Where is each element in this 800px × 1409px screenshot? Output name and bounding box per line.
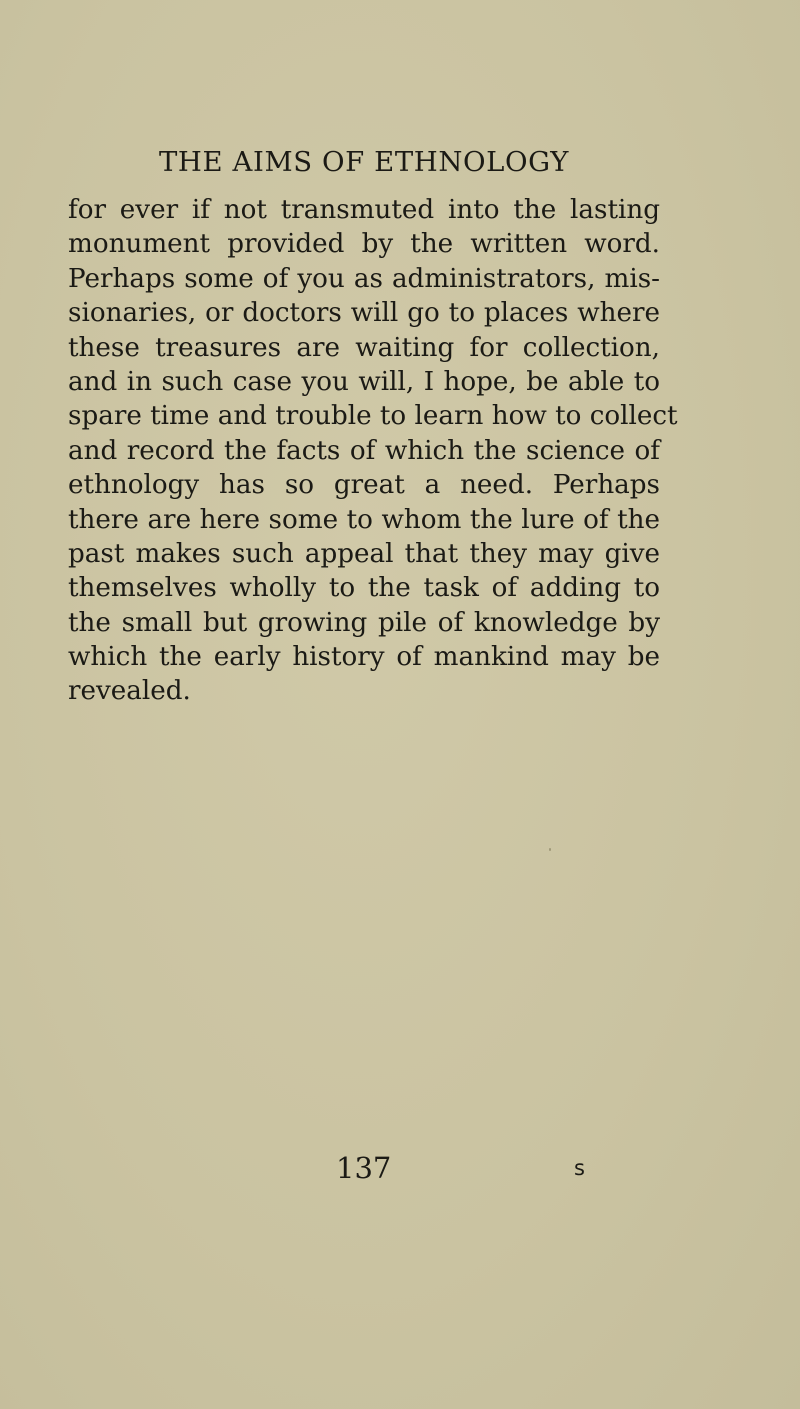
running-head: THE AIMS OF ETHNOLOGY: [158, 146, 570, 178]
signature-mark: s: [574, 1156, 585, 1180]
text-line: and record the facts of which the science of: [68, 435, 660, 466]
body-paragraph: [68, 193, 678, 709]
text-line: for ever if not transmuted into the lasting: [68, 195, 660, 225]
text-line: there are here some to whom the lure of the: [68, 504, 660, 535]
text-line-last: revealed.: [68, 676, 191, 707]
page-number: 137: [336, 1151, 392, 1185]
text-line: monument provided by the written word.: [68, 229, 660, 260]
text-line: Perhaps some of you as administrators, mis-: [68, 263, 660, 294]
text-line: sionaries, or doctors will go to places where: [68, 298, 660, 329]
paper-speck: [549, 848, 551, 851]
text-line: which the early history of mankind may be: [68, 642, 660, 673]
text-line: and in such case you will, I hope, be able to: [68, 366, 660, 397]
text-line: spare time and trouble to learn how to collect: [68, 401, 678, 432]
text-line: ethnology has so great a need. Perhaps: [68, 470, 660, 501]
text-line: these treasures are waiting for collection,: [68, 332, 660, 363]
text-line: the small but growing pile of knowledge by: [68, 607, 660, 638]
text-line: past makes such appeal that they may give: [68, 538, 660, 569]
text-line: themselves wholly to the task of adding to: [68, 573, 660, 604]
